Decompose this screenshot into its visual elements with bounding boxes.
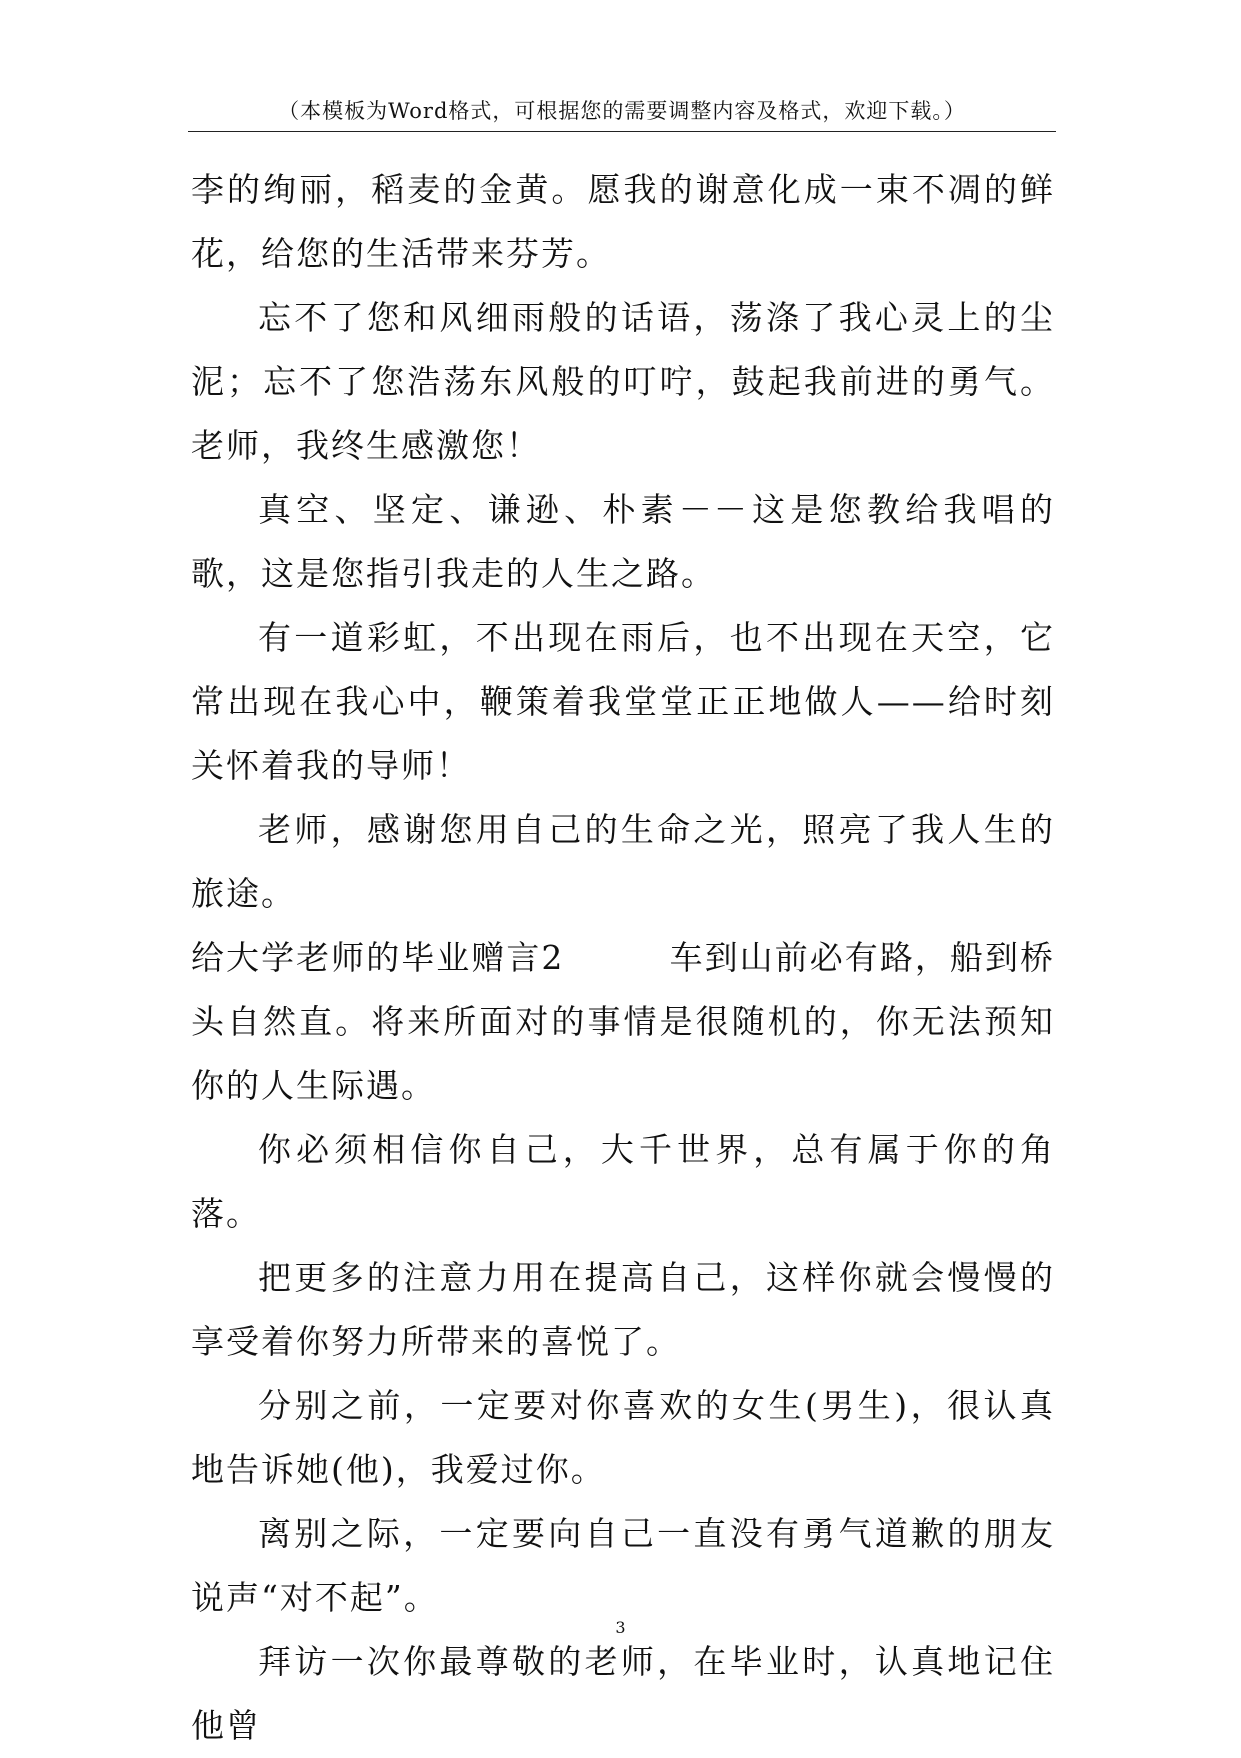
paragraph: 老师，感谢您用自己的生命之光，照亮了我人生的旅途。 [191,810,1055,913]
paragraph: 拜访一次你最尊敬的老师，在毕业时，认真地记住他曾 [191,1642,1055,1745]
template-note-header: （本模板为Word格式，可根据您的需要调整内容及格式，欢迎下载。） [278,99,966,123]
section-first-text: 车到山前必有路，船到桥头自然直。将来所面对的事情是很随机的，你无法预知你的人生际遇。 [191,938,1056,1105]
paragraph: 你必须相信你自己，大千世界，总有属于你的角落。 [191,1130,1055,1233]
section-heading: 给大学老师的毕业赠言2 [191,938,565,977]
section-paragraph [191,926,1055,1118]
paragraph: 分别之前，一定要对你喜欢的女生(男生)，很认真地告诉她(他)，我爱过你。 [191,1386,1055,1489]
page-number: 3 [615,1618,626,1637]
document-body [191,158,1055,1758]
paragraph: 有一道彩虹，不出现在雨后，也不出现在天空，它常出现在我心中，鞭策着我堂堂正正地做人——给时刻关怀着我的导师！ [191,618,1055,785]
paragraph: 离别之际，一定要向自己一直没有勇气道歉的朋友说声“对不起”。 [191,1514,1055,1617]
paragraph: 忘不了您和风细雨般的话语，荡涤了我心灵上的尘泥；忘不了您浩荡东风般的叮咛，鼓起我前进的勇气。老师，我终生感激您！ [191,298,1055,465]
paragraph: 真空、坚定、谦逊、朴素－－这是您教给我唱的歌，这是您指引我走的人生之路。 [191,490,1055,593]
section-spacer [564,938,669,977]
header-divider [188,131,1056,132]
paragraph: 把更多的注意力用在提高自己，这样你就会慢慢的享受着你努力所带来的喜悦了。 [191,1258,1055,1361]
paragraph: 李的绚丽，稻麦的金黄。愿我的谢意化成一束不凋的鲜花，给您的生活带来芬芳。 [191,170,1055,273]
